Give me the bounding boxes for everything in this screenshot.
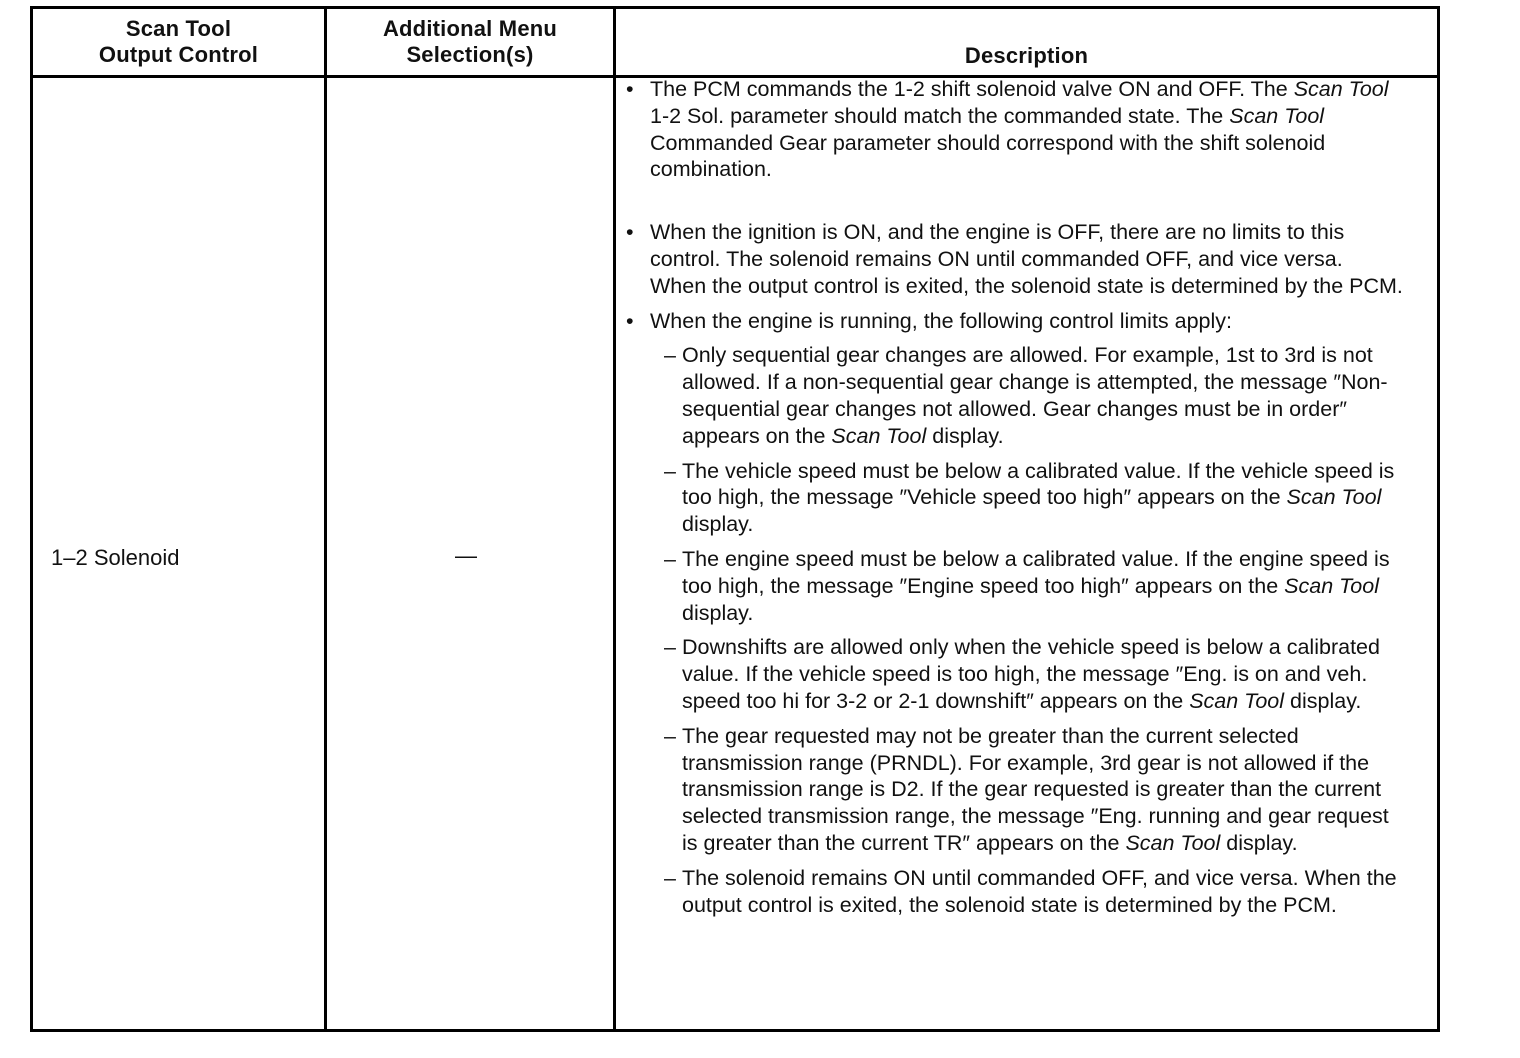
column-divider [613, 9, 616, 1029]
header-additional-menu-selections [327, 9, 613, 75]
bullet-item: • The PCM commands the 1-2 shift solenoid valve ON and OFF. The Scan Tool 1-2 Sol. parameter should match the commanded state. The Scan Tool Commanded Gear parameter should correspond with the shift solenoid combination. [626, 77, 1389, 182]
sub-item: – The gear requested may not be greater than the current selected transmission range (PRNDL). For example, 3rd gear is not allowed if the transmission range is D2. If the gear requested is greater than the current selected transmission range, the message ″Eng. running and gear request is greater than the current TR″ appears on the Scan Tool display. [664, 723, 1389, 855]
dash-mark: – [664, 635, 676, 660]
bullet-item: • When the engine is running, the following control limits apply: [626, 308, 1233, 333]
header-line: Scan Tool [125, 16, 232, 41]
menu-selection-value: — [455, 543, 477, 568]
dash-mark: – [664, 723, 676, 748]
bullet-mark: • [626, 308, 634, 333]
sub-item: – Only sequential gear changes are allowed. For example, 1st to 3rd is not allowed. If a non-sequential gear change is attempted, the message ″Non-sequential gear changes not allowed. Gear changes must be in order″ appears on the Scan Tool display. [664, 343, 1388, 448]
header-line: Additional Menu [382, 16, 558, 41]
header-line: Selection(s) [406, 42, 534, 67]
sub-item: – The solenoid remains ON until commanded OFF, and vice versa. When the output control is exited, the solenoid state is determined by the PCM. [664, 865, 1397, 917]
dash-mark: – [664, 865, 676, 890]
sub-item: – Downshifts are allowed only when the vehicle speed is below a calibrated value. If the vehicle speed is too high, the message ″Eng. is on and veh. speed too hi for 3-2 or 2-1 downshift″ appears on the Scan Tool display. [664, 635, 1380, 713]
output-control-name: 1–2 Solenoid [51, 545, 180, 570]
header-scan-tool-output-control [33, 9, 324, 75]
dash-mark: – [664, 343, 676, 368]
header-line: Output Control [98, 42, 259, 67]
dash-mark: – [664, 546, 676, 571]
bullet-mark: • [626, 77, 634, 101]
sub-item: – The vehicle speed must be below a calibrated value. If the vehicle speed is too high, the message ″Vehicle speed too high″ appears on the Scan Tool display. [664, 458, 1395, 537]
column-divider [324, 9, 327, 1029]
sub-item: – The engine speed must be below a calibrated value. If the engine speed is too high, the message ″Engine speed too high″ appears on the Scan Tool display. [664, 546, 1390, 625]
dash-mark: – [664, 458, 676, 483]
description-cell [620, 76, 1404, 918]
header-description: Description [964, 43, 1089, 68]
bullet-item: • When the ignition is ON, and the engine is OFF, there are no limits to this control. The solenoid remains ON until commanded OFF, and vice versa. When the output control is exited, the solenoid state is determined by the PCM. [626, 220, 1403, 298]
bullet-mark: • [626, 220, 634, 245]
